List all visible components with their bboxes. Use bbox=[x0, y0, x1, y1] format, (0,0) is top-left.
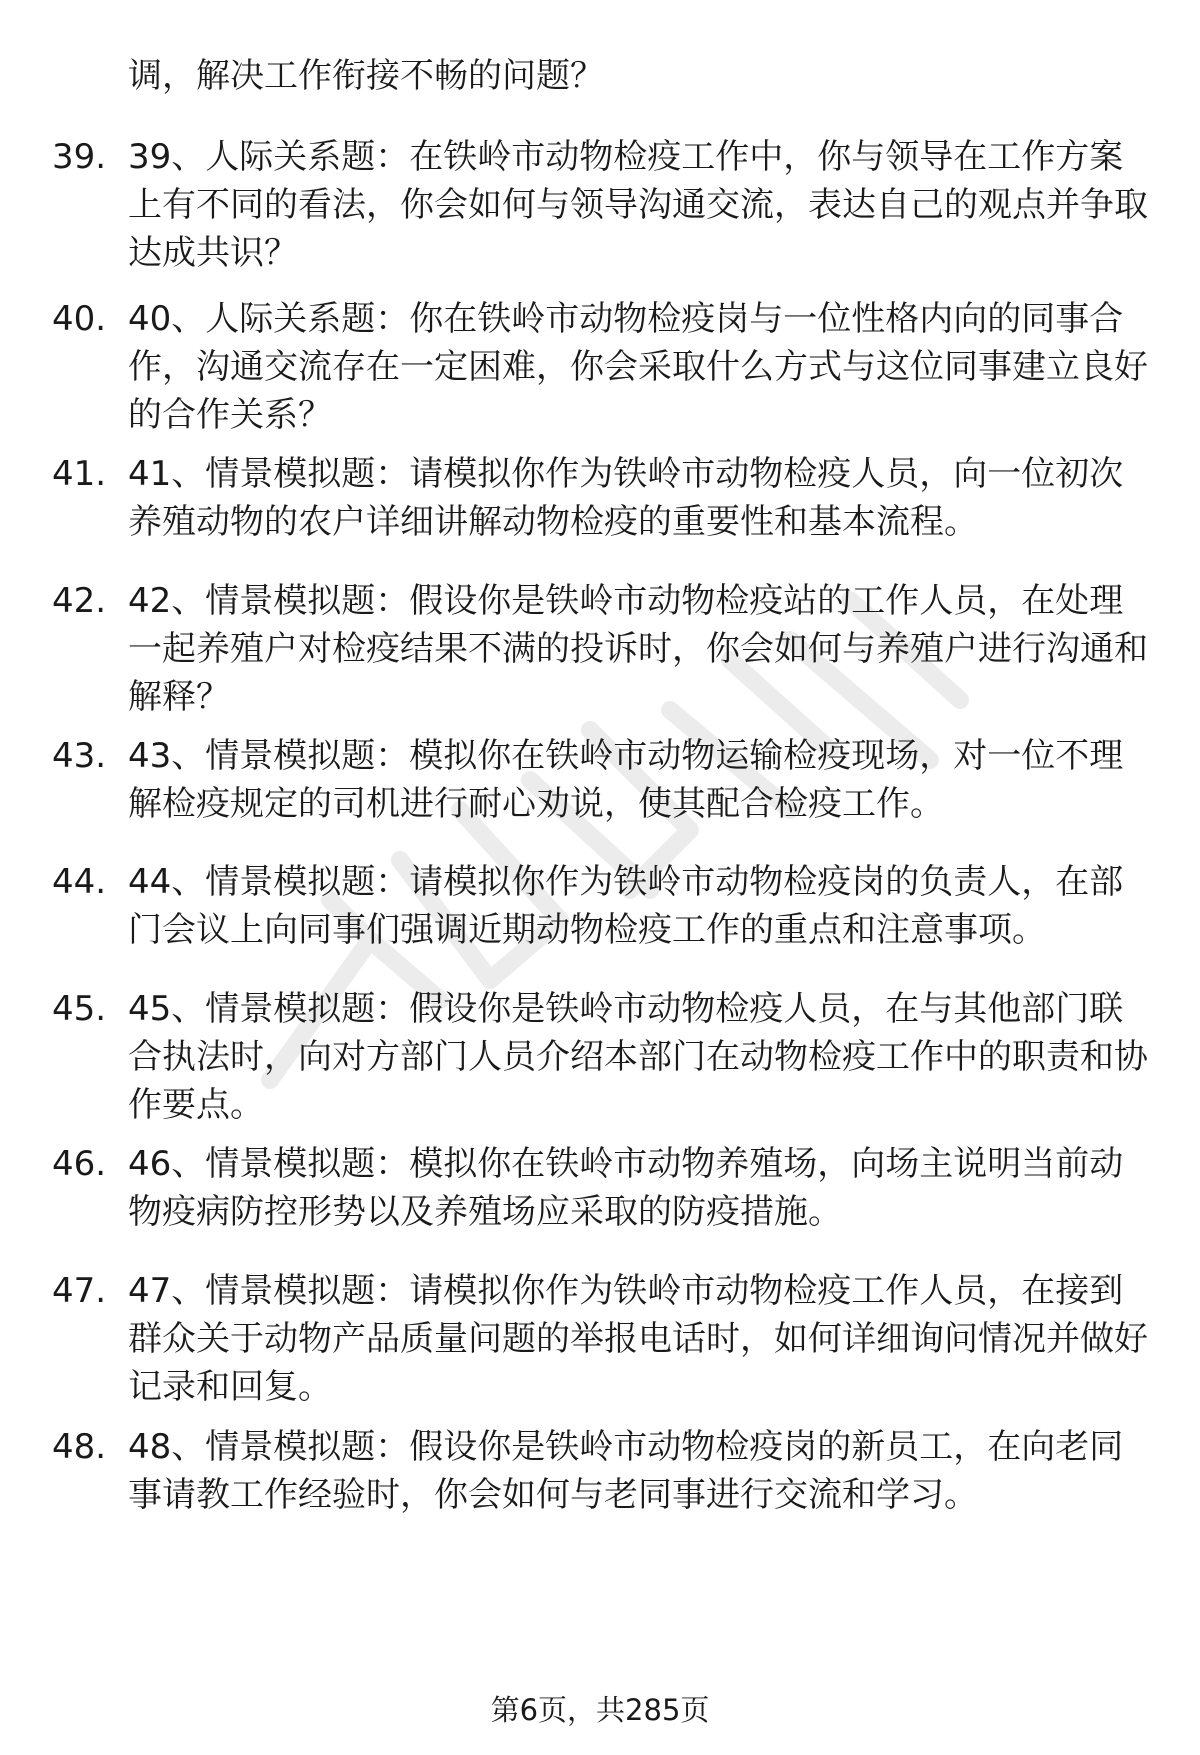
question-text: 48、情景模拟题：假设你是铁岭市动物检疫岗的新员工，在向老同事请教工作经验时，你会如何与老同事进行交流和学习。 bbox=[128, 1427, 1124, 1515]
question-text: 47、情景模拟题：请模拟你作为铁岭市动物检疫工作人员，在接到群众关于动物产品质量问题的举报电话时，如何详细询问情况并做好记录和回复。 bbox=[128, 1271, 1148, 1407]
question-number: 46. bbox=[52, 1144, 107, 1184]
question-number: 41. bbox=[52, 454, 107, 494]
question-text: 43、情景模拟题：模拟你在铁岭市动物运输检疫现场，对一位不理解检疫规定的司机进行耐心劝说，使其配合检疫工作。 bbox=[128, 736, 1124, 824]
question-number: 43. bbox=[52, 736, 107, 776]
question-text: 39、人际关系题：在铁岭市动物检疫工作中，你与领导在工作方案上有不同的看法，你会如何与领导沟通交流，表达自己的观点并争取达成共识？ bbox=[128, 137, 1148, 273]
question-number: 48. bbox=[52, 1427, 107, 1467]
question-text: 44、情景模拟题：请模拟你作为铁岭市动物检疫岗的负责人，在部门会议上向同事们强调近期动物检疫工作的重点和注意事项。 bbox=[128, 862, 1124, 950]
question-number: 47. bbox=[52, 1271, 107, 1311]
question-number: 44. bbox=[52, 862, 107, 902]
question-text: 42、情景模拟题：假设你是铁岭市动物检疫站的工作人员，在处理一起养殖户对检疫结果不满的投诉时，你会如何与养殖户进行沟通和解释？ bbox=[128, 581, 1148, 717]
page-footer: 第6页，共285页 bbox=[490, 1693, 710, 1727]
question-number: 42. bbox=[52, 581, 107, 621]
question-number: 45. bbox=[52, 989, 107, 1029]
continuation-text: 调，解决工作衔接不畅的问题？ bbox=[128, 56, 604, 96]
question-number: 40. bbox=[52, 299, 107, 339]
question-text: 40、人际关系题：你在铁岭市动物检疫岗与一位性格内向的同事合作，沟通交流存在一定困难，你会采取什么方式与这位同事建立良好的合作关系？ bbox=[128, 299, 1148, 435]
question-text: 41、情景模拟题：请模拟你作为铁岭市动物检疫人员，向一位初次养殖动物的农户详细讲解动物检疫的重要性和基本流程。 bbox=[128, 454, 1124, 542]
question-text: 46、情景模拟题：模拟你在铁岭市动物养殖场，向场主说明当前动物疫病防控形势以及养殖场应采取的防疫措施。 bbox=[128, 1144, 1124, 1232]
question-text: 45、情景模拟题：假设你是铁岭市动物检疫人员，在与其他部门联合执法时，向对方部门人员介绍本部门在动物检疫工作中的职责和协作要点。 bbox=[128, 989, 1148, 1125]
question-number: 39. bbox=[52, 137, 107, 177]
